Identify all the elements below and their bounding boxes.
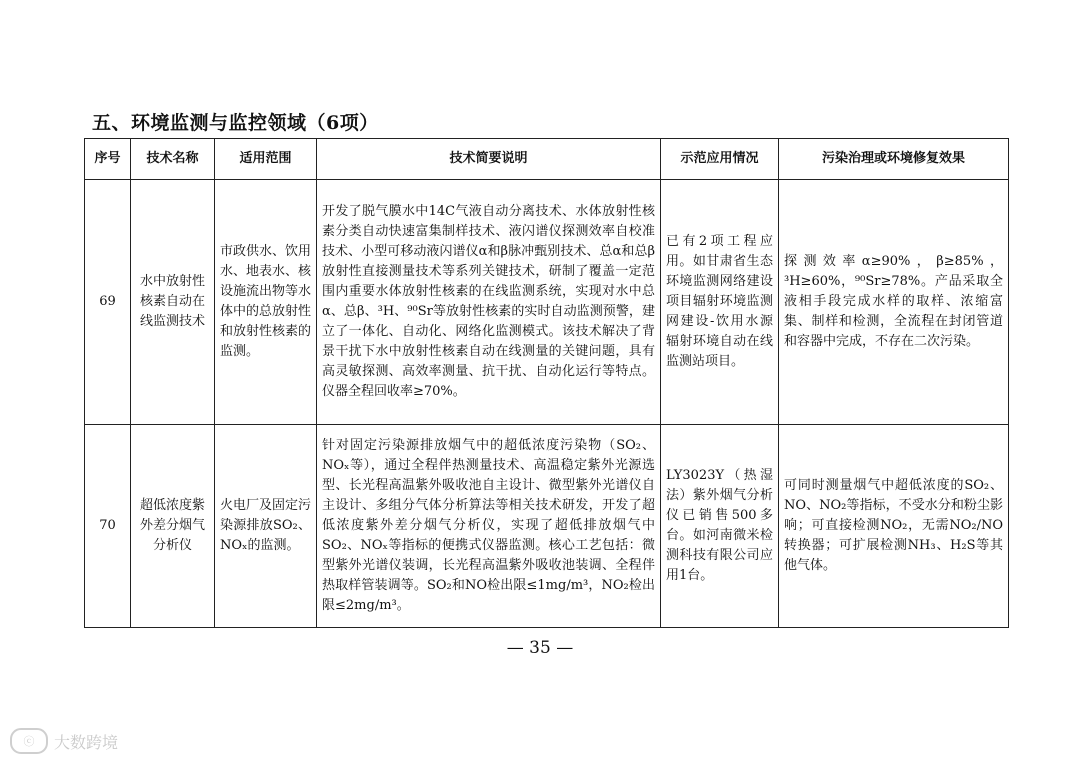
remediation-effect: 可同时测量烟气中超低浓度的SO₂、NO、NO₂等指标，不受水分和粉尘影响；可直接检测NO₂，无需NO₂/NO转换器；可扩展检测NH₃、H₂S等其他气体。 (779, 425, 1009, 628)
table-header-row (85, 139, 1009, 180)
watermark-logo-icon: ⓒ (10, 728, 48, 754)
technology-name: 超低浓度紫外差分烟气分析仪 (131, 425, 215, 628)
header-effect: 污染治理或环境修复效果 (779, 139, 1009, 180)
watermark-text: 大数跨境 (54, 732, 119, 752)
technology-table (84, 138, 1009, 628)
row-number: 70 (85, 425, 131, 628)
header-demo: 示范应用情况 (661, 139, 779, 180)
demonstration-application: LY3023Y（热湿法）紫外烟气分析仪已销售500多台。如河南微米检测科技有限公司应用1台。 (661, 425, 779, 628)
section-title: 五、环境监测与监控领域（6项） (92, 112, 379, 134)
watermark (10, 728, 118, 754)
application-scope: 火电厂及固定污染源排放SO₂、NOₓ的监测。 (215, 425, 317, 628)
technology-name: 水中放射性核素自动在线监测技术 (131, 180, 215, 425)
page-number: — 35 — (506, 638, 574, 658)
remediation-effect: 探测效率α≥90%，β≥85%，³H≥60%，⁹⁰Sr≥78%。产品采取全液相手段完成水样的取样、浓缩富集、制样和检测，全流程在封闭管道和容器中完成，不存在二次污染。 (779, 180, 1009, 425)
technology-description: 针对固定污染源排放烟气中的超低浓度污染物（SO₂、NOₓ等），通过全程伴热测量技术、高温稳定紫外光源选型、长光程高温紫外吸收池自主设计、微型紫外光谱仪自主设计、多组分气体分析算法等相关技术研发，开发了超低浓度紫外差分烟气分析仪，实现了超低排放烟气中SO₂、NOₓ等指标的便携式仪器监测。核心工艺包括：微型紫外光谱仪装调，长光程高温紫外吸收池装调、全程伴热取样管装调等。SO₂和NO检出限≤1mg/m³，NO₂检出限≤2mg/m³。 (317, 425, 661, 628)
technology-description: 开发了脱气膜水中14C气液自动分离技术、水体放射性核素分类自动快速富集制样技术、液闪谱仪探测效率自校准技术、小型可移动液闪谱仪α和β脉冲甄别技术、总α和总β放射性直接测量技术等系列关键技术，研制了覆盖一定范围内重要水体放射性核素的在线监测系统，实现对水中总α、总β、³H、⁹⁰Sr等放射性核素的实时自动监测预警，建立了一体化、自动化、网络化监测模式。该技术解决了背景干扰下水中放射性核素自动在线测量的关键问题，具有高灵敏探测、高效率测量、抗干扰、自动化运行等特点。仪器全程回收率≥70%。 (317, 180, 661, 425)
row-number: 69 (85, 180, 131, 425)
header-scope: 适用范围 (215, 139, 317, 180)
table-row (85, 425, 1009, 628)
header-no: 序号 (85, 139, 131, 180)
header-name: 技术名称 (131, 139, 215, 180)
header-desc: 技术简要说明 (317, 139, 661, 180)
demonstration-application: 已有2项工程应用。如甘肃省生态环境监测网络建设项目辐射环境监测网建设-饮用水源辐射环境自动在线监测站项目。 (661, 180, 779, 425)
application-scope: 市政供水、饮用水、地表水、核设施流出物等水体中的总放射性和放射性核素的监测。 (215, 180, 317, 425)
table-row (85, 180, 1009, 425)
